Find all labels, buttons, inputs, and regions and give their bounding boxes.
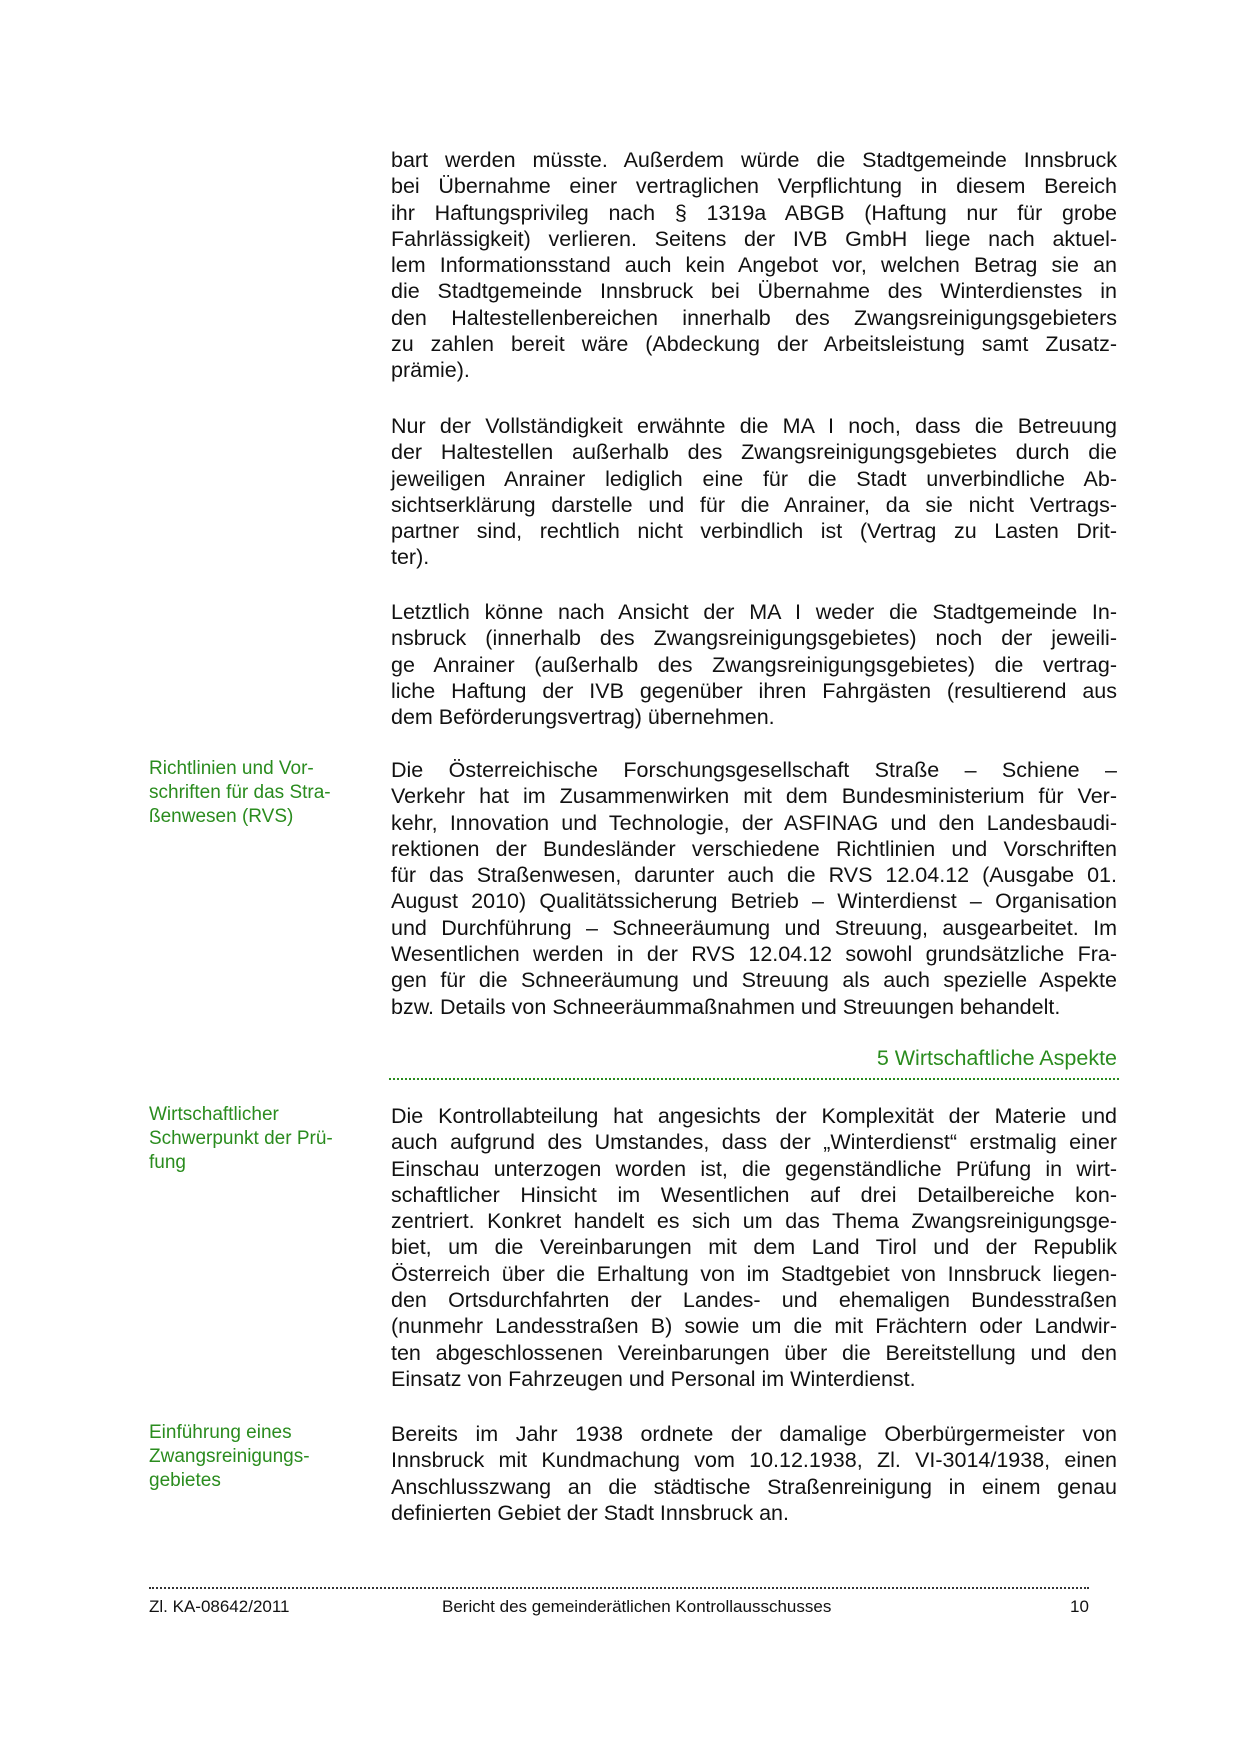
- text-line: den Haltestellenbereichen innerhalb des Zwangsreinigungsgebieters: [391, 305, 1117, 330]
- text-line: definierten Gebiet der Stadt Innsbruck an.: [391, 1500, 789, 1525]
- text-line: ter).: [391, 545, 430, 570]
- footer-title: Bericht des gemeinderätlichen Kontrollausschusses: [442, 1597, 832, 1616]
- heading-divider: [389, 1078, 1119, 1080]
- text-line: ihr Haftungsprivileg nach § 1319a ABGB (Haftung nur für grobe: [391, 200, 1117, 225]
- text-line: August 2010) Qualitätssicherung Betrieb – Winterdienst – Organisation: [391, 889, 1117, 914]
- paragraph-haltestellen: [391, 413, 1117, 571]
- text-line: dem Beförderungsvertrag) übernehmen.: [391, 705, 775, 730]
- text-line: ßenwesen (RVS): [149, 806, 294, 827]
- text-line: gen für die Schneeräumung und Streuung als auch spezielle Aspekte: [391, 968, 1117, 993]
- section-heading: 5 Wirtschaftliche Aspekte: [876, 1046, 1117, 1070]
- text-line: Schwerpunkt der Prü-: [149, 1128, 333, 1149]
- text-line: sichtserklärung darstelle und für die Anrainer, da sie nicht Vertrags-: [391, 492, 1117, 517]
- text-line: Die Kontrollabteilung hat angesichts der Komplexität der Materie und: [391, 1104, 1117, 1128]
- margin-note-rvs: [149, 757, 364, 829]
- text-line: Einsatz von Fahrzeugen und Personal im Winterdienst.: [391, 1366, 916, 1391]
- text-line: ten abgeschlossenen Vereinbarungen über die Bereitstellung und den: [391, 1340, 1117, 1365]
- text-line: Zwangsreinigungs-: [149, 1446, 310, 1467]
- text-line: prämie).: [391, 358, 470, 383]
- text-line: (nunmehr Landesstraßen B) sowie um die mit Frächtern oder Landwir-: [391, 1314, 1117, 1339]
- text-line: die Stadtgemeinde Innsbruck bei Übernahme des Winterdienstes in: [391, 279, 1117, 304]
- footer-divider: [149, 1587, 1089, 1589]
- text-line: den Ortsdurchfahrten der Landes- und ehemaligen Bundesstraßen: [391, 1288, 1117, 1313]
- margin-note-wirtschaft: [149, 1103, 364, 1175]
- text-line: Anschlusszwang an die städtische Straßenreinigung in einem genau: [391, 1474, 1117, 1499]
- text-line: Österreich über die Erhaltung von im Stadtgebiet von Innsbruck liegen-: [391, 1261, 1117, 1286]
- paragraph-rvs: [391, 757, 1117, 1020]
- paragraph-zwangsreinigung: [391, 1421, 1117, 1526]
- text-line: und Durchführung – Schneeräumung und Streuung, ausgearbeitet. Im: [391, 915, 1117, 940]
- text-line: nsbruck (innerhalb des Zwangsreinigungsgebietes) noch der jeweili-: [391, 626, 1117, 651]
- text-line: schaftlicher Hinsicht im Wesentlichen auf drei Detailbereiche kon-: [391, 1182, 1117, 1207]
- text-line: Verkehr hat im Zusammenwirken mit dem Bundesministerium für Ver-: [391, 784, 1117, 809]
- paragraph-haftung-ivb: [391, 599, 1117, 730]
- text-line: rektionen der Bundesländer verschiedene Richtlinien und Vorschriften: [391, 836, 1117, 861]
- text-line: für das Straßenwesen, darunter auch die RVS 12.04.12 (Ausgabe 01.: [391, 863, 1117, 888]
- text-line: zu zahlen bereit wäre (Abdeckung der Arbeitsleistung samt Zusatz-: [391, 332, 1117, 357]
- text-line: liche Haftung der IVB gegenüber ihren Fahrgästen (resultierend aus: [391, 678, 1117, 703]
- text-line: schriften für das Stra-: [149, 782, 331, 803]
- text-line: zentriert. Konkret handelt es sich um das Thema Zwangsreinigungsge-: [391, 1209, 1117, 1234]
- text-line: Richtlinien und Vor-: [149, 758, 314, 779]
- text-line: Bereits im Jahr 1938 ordnete der damalige Oberbürgermeister von: [391, 1422, 1117, 1446]
- text-line: der Haltestellen außerhalb des Zwangsreinigungsgebietes durch die: [391, 440, 1117, 465]
- text-line: bei Übernahme einer vertraglichen Verpflichtung in diesem Bereich: [391, 174, 1117, 199]
- text-line: Einführung eines: [149, 1422, 292, 1443]
- text-line: fung: [149, 1152, 186, 1173]
- text-line: kehr, Innovation und Technologie, der ASFINAG und den Landesbaudi-: [391, 810, 1117, 835]
- paragraph-haftungsprivileg: [391, 147, 1117, 384]
- page-number: 10: [1070, 1597, 1089, 1616]
- margin-note-zwangsreinigung: [149, 1421, 364, 1493]
- text-line: ge Anrainer (außerhalb des Zwangsreinigungsgebietes) die vertrag-: [391, 652, 1117, 677]
- text-line: auch aufgrund des Umstandes, dass der „Winterdienst“ erstmalig einer: [391, 1130, 1117, 1155]
- footer-reference: Zl. KA-08642/2011: [149, 1597, 290, 1616]
- text-line: partner sind, rechtlich nicht verbindlich ist (Vertrag zu Lasten Drit-: [391, 519, 1117, 544]
- text-line: Einschau unterzogen worden ist, die gegenständliche Prüfung in wirt-: [391, 1156, 1117, 1181]
- text-line: bzw. Details von Schneeräummaßnahmen und Streuungen behandelt.: [391, 994, 1061, 1019]
- text-line: gebietes: [149, 1470, 221, 1491]
- text-line: Wesentlichen werden in der RVS 12.04.12 sowohl grundsätzliche Fra-: [391, 942, 1117, 967]
- text-line: lem Informationsstand auch kein Angebot vor, welchen Betrag sie an: [391, 253, 1117, 278]
- text-line: Wirtschaftlicher: [149, 1104, 279, 1125]
- text-line: Letztlich könne nach Ansicht der MA I weder die Stadtgemeinde In-: [391, 600, 1117, 624]
- text-line: jeweiligen Anrainer lediglich eine für die Stadt unverbindliche Ab-: [391, 466, 1117, 491]
- text-line: Fahrlässigkeit) verlieren. Seitens der IVB GmbH liege nach aktuel-: [391, 226, 1117, 251]
- paragraph-wirtschaft: [391, 1103, 1117, 1392]
- text-line: Nur der Vollständigkeit erwähnte die MA I noch, dass die Betreuung: [391, 414, 1117, 438]
- text-line: Innsbruck mit Kundmachung vom 10.12.1938, Zl. VI-3014/1938, einen: [391, 1448, 1117, 1473]
- text-line: biet, um die Vereinbarungen mit dem Land Tirol und der Republik: [391, 1235, 1117, 1260]
- text-line: bart werden müsste. Außerdem würde die Stadtgemeinde Innsbruck: [391, 148, 1117, 172]
- text-line: Die Österreichische Forschungsgesellschaft Straße – Schiene –: [391, 758, 1117, 782]
